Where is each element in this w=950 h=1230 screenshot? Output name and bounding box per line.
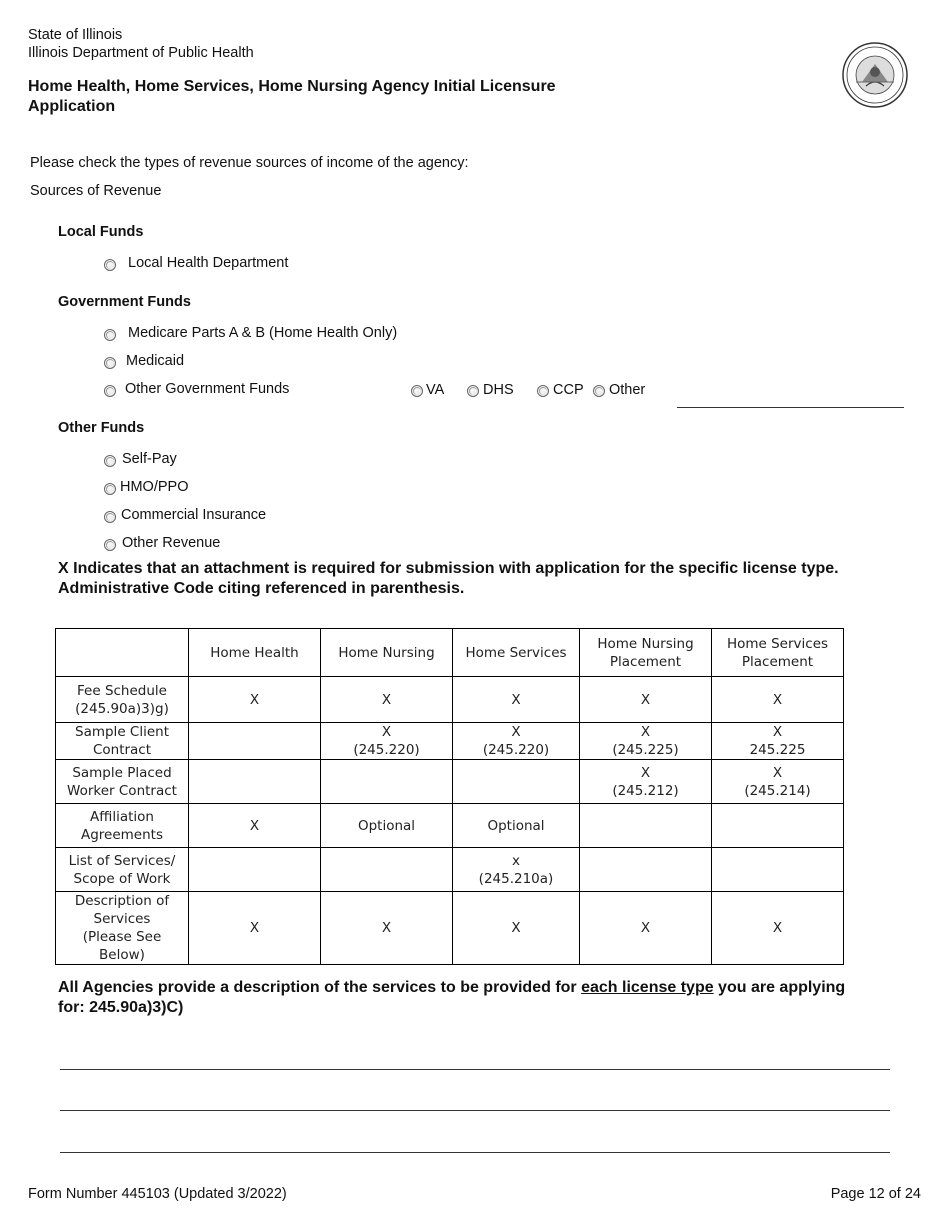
radio-other-revenue[interactable]: [104, 539, 116, 551]
row-label: Sample Client Contract: [56, 723, 189, 760]
row-label: Affiliation Agreements: [56, 804, 189, 848]
attachment-notice-line1: X Indicates that an attachment is required for submission with application for the specific license type.: [58, 560, 839, 577]
option-label: Local Health Department: [128, 255, 289, 271]
description-line-1[interactable]: [60, 1069, 890, 1070]
option-label: Medicare Parts A & B (Home Health Only): [128, 325, 398, 341]
radio-other-gov[interactable]: [593, 385, 605, 397]
table-header-cell: Home Nursing: [321, 629, 453, 677]
row-label: List of Services/ Scope of Work: [56, 848, 189, 892]
government-funds-heading: Government Funds: [58, 294, 191, 310]
table-header-cell: Home Nursing Placement: [580, 629, 712, 677]
radio-medicaid[interactable]: [104, 357, 116, 369]
table-cell: [321, 760, 453, 804]
table-cell: X: [189, 677, 321, 723]
table-cell: X (245.220): [321, 723, 453, 760]
table-cell: [189, 723, 321, 760]
option-label: Commercial Insurance: [121, 507, 267, 523]
table-row: [56, 723, 844, 760]
radio-dhs[interactable]: [467, 385, 479, 397]
local-funds-heading: Local Funds: [58, 224, 144, 240]
table-cell: X (245.225): [580, 723, 712, 760]
table-cell: X: [189, 892, 321, 965]
radio-other-government-funds[interactable]: [104, 385, 116, 397]
table-cell: X: [712, 892, 844, 965]
table-cell: X: [712, 677, 844, 723]
table-cell: Optional: [321, 804, 453, 848]
state-seal-logo: [842, 42, 908, 108]
other-gov-specify-field[interactable]: [677, 407, 904, 408]
table-cell: [189, 848, 321, 892]
row-label: Fee Schedule (245.90a)3)g): [56, 677, 189, 723]
table-cell: X: [580, 677, 712, 723]
table-cell: X 245.225: [712, 723, 844, 760]
table-cell: [580, 848, 712, 892]
attachment-notice-line2: Administrative Code citing referenced in parenthesis.: [58, 580, 465, 597]
form-number: Form Number 445103 (Updated 3/2022): [28, 1186, 287, 1202]
radio-ccp[interactable]: [537, 385, 549, 397]
form-title-line2: Application: [28, 98, 116, 115]
radio-va[interactable]: [411, 385, 423, 397]
row-label: Sample Placed Worker Contract: [56, 760, 189, 804]
option-label: Other Revenue: [122, 535, 221, 551]
table-cell: X: [189, 804, 321, 848]
table-cell: X: [580, 892, 712, 965]
table-row: [56, 892, 844, 965]
radio-hmo-ppo[interactable]: [104, 483, 116, 495]
table-row: [56, 848, 844, 892]
table-cell: X (245.214): [712, 760, 844, 804]
table-cell: [189, 760, 321, 804]
option-label: CCP: [553, 382, 584, 398]
table-cell: X: [321, 892, 453, 965]
table-header-cell: Home Services: [453, 629, 580, 677]
table-cell: [580, 804, 712, 848]
radio-commercial-insurance[interactable]: [104, 511, 116, 523]
table-cell: [712, 848, 844, 892]
table-row: [56, 804, 844, 848]
table-cell: x (245.210a): [453, 848, 580, 892]
option-label: DHS: [483, 382, 514, 398]
table-header-row: [56, 629, 844, 677]
other-funds-heading: Other Funds: [58, 420, 145, 436]
table-cell: Optional: [453, 804, 580, 848]
option-label: Self-Pay: [122, 451, 177, 467]
option-label: Medicaid: [126, 353, 185, 369]
table-cell: X: [453, 892, 580, 965]
description-instructions-line1: [58, 978, 845, 998]
description-line-2[interactable]: [60, 1110, 890, 1111]
table-cell: [712, 804, 844, 848]
radio-self-pay[interactable]: [104, 455, 116, 467]
sources-of-revenue-label: Sources of Revenue: [30, 183, 162, 199]
description-underlined: each license type: [581, 979, 714, 996]
table-header-cell: Home Services Placement: [712, 629, 844, 677]
option-label: Other Government Funds: [125, 381, 290, 397]
table-header-cell: Home Health: [189, 629, 321, 677]
attachment-requirements-table: [55, 628, 844, 965]
radio-local-health-department[interactable]: [104, 259, 116, 271]
table-cell: [321, 848, 453, 892]
option-label: VA: [426, 382, 445, 398]
table-header-cell: [56, 629, 189, 677]
page-number: Page 12 of 24: [830, 1186, 921, 1202]
option-label: HMO/PPO: [120, 479, 189, 495]
form-title-line1: Home Health, Home Services, Home Nursing Agency Initial Licensure: [28, 78, 556, 95]
description-instructions-line2: for: 245.90a)3)C): [58, 999, 184, 1016]
state-name: State of Illinois: [28, 27, 123, 43]
table-cell: X: [321, 677, 453, 723]
option-label: Other: [609, 382, 646, 398]
table-row: [56, 760, 844, 804]
description-text: you are applying: [713, 979, 846, 996]
table-row: [56, 677, 844, 723]
table-cell: X (245.212): [580, 760, 712, 804]
revenue-question: Please check the types of revenue sources of income of the agency:: [30, 155, 469, 171]
description-line-3[interactable]: [60, 1152, 890, 1153]
description-text: All Agencies provide a description of the services to be provided for: [58, 979, 582, 996]
department-name: Illinois Department of Public Health: [28, 45, 254, 61]
table-cell: X (245.220): [453, 723, 580, 760]
row-label: Description of Services (Please See Below): [56, 892, 189, 965]
table-cell: [453, 760, 580, 804]
radio-medicare[interactable]: [104, 329, 116, 341]
table-cell: X: [453, 677, 580, 723]
